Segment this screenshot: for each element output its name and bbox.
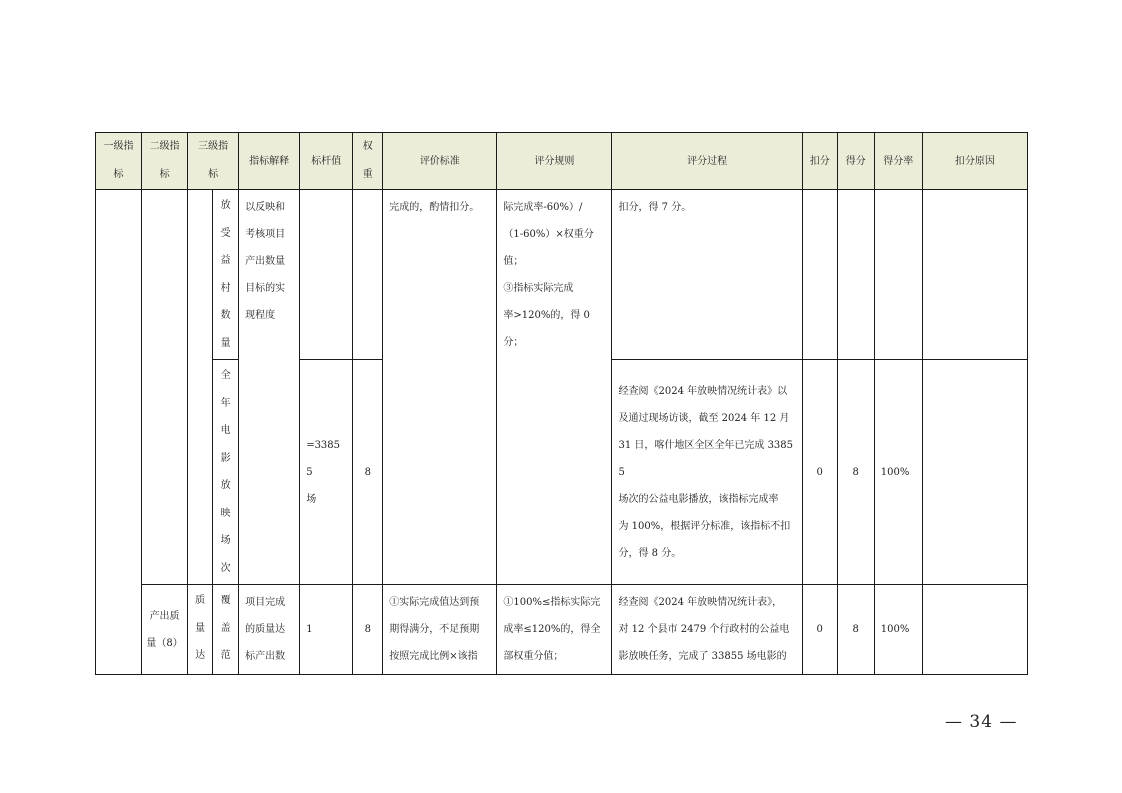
cell-process: 经查阅《2024 年放映情况统计表》， 对 12 个县市 2479 个行政村的公益电 影放映任务，完成了 33855 场电影的 xyxy=(612,585,802,675)
cell-weight: 8 xyxy=(353,585,383,675)
header-criteria: 评价标准 xyxy=(383,133,497,190)
cell-level3-left-empty xyxy=(188,190,213,585)
cell-level2: 产出质 量（8） xyxy=(142,585,188,675)
cell-process: 经查阅《2024 年放映情况统计表》以 及通过现场访谈，截至 2024 年 12 月 31 日，喀什地区全区全年已完成 33855 场次的公益电影播放，该指标完成率 为 100%，根据评分标准，该指标不扣 分，得 8 分。 xyxy=(612,360,802,585)
header-weight: 权 重 xyxy=(353,133,383,190)
cell-deduct: 0 xyxy=(802,585,837,675)
header-rate: 得分率 xyxy=(874,133,922,190)
cell-reason-empty xyxy=(922,585,1027,675)
header-row xyxy=(96,133,1028,190)
cell-rate: 100% xyxy=(874,360,922,585)
header-process: 评分过程 xyxy=(612,133,802,190)
header-explain: 指标解释 xyxy=(239,133,300,190)
cell-level3-name: 全年电影放映场次 xyxy=(213,360,239,585)
cell-deduct-empty xyxy=(802,190,837,360)
cell-criteria: ①实际完成值达到预 期得满分，不足预期 按照完成比例×该指 xyxy=(383,585,497,675)
cell-score: 8 xyxy=(837,585,874,675)
header-benchmark: 标杆值 xyxy=(300,133,353,190)
cell-weight: 8 xyxy=(353,360,383,585)
cell-explain: 以反映和 考核项目 产出数量 目标的实 现程度 xyxy=(239,190,300,585)
cell-score: 8 xyxy=(837,360,874,585)
cell-level3-name: 覆盖范 xyxy=(213,585,239,675)
header-level1: 一级指 标 xyxy=(96,133,142,190)
cell-rules: 际完成率-60%）/ （1-60%）×权重分值； ③指标实际完成 率>120%的，得 0 分； xyxy=(497,190,612,585)
header-deduct: 扣分 xyxy=(802,133,837,190)
cell-score-empty xyxy=(837,190,874,360)
cell-reason-empty xyxy=(922,190,1027,360)
evaluation-table xyxy=(95,132,1028,675)
header-score: 得分 xyxy=(837,133,874,190)
cell-reason-empty xyxy=(922,360,1027,585)
cell-level1-empty xyxy=(96,190,142,675)
cell-rate-empty xyxy=(874,190,922,360)
cell-explain: 项目完成 的质量达 标产出数 xyxy=(239,585,300,675)
cell-level3-left: 质量达 xyxy=(188,585,213,675)
cell-benchmark-empty xyxy=(300,190,353,360)
cell-level3-name: 放受益村数量 xyxy=(213,190,239,360)
page-number: — 34 — xyxy=(945,712,1018,732)
cell-rules: ①100%≤指标实际完 成率≤120%的，得全 部权重分值； xyxy=(497,585,612,675)
header-rules: 评分规则 xyxy=(497,133,612,190)
cell-deduct: 0 xyxy=(802,360,837,585)
table-row xyxy=(96,190,1028,360)
table-row xyxy=(96,585,1028,675)
header-level3: 三级指 标 xyxy=(188,133,239,190)
cell-benchmark: 1 xyxy=(300,585,353,675)
cell-level2-empty xyxy=(142,190,188,585)
cell-benchmark: =33855 场 xyxy=(300,360,353,585)
cell-process: 扣分，得 7 分。 xyxy=(612,190,802,360)
cell-weight-empty xyxy=(353,190,383,360)
header-level2: 二级指 标 xyxy=(142,133,188,190)
header-reason: 扣分原因 xyxy=(922,133,1027,190)
cell-criteria: 完成的，酌情扣分。 xyxy=(383,190,497,585)
cell-rate: 100% xyxy=(874,585,922,675)
